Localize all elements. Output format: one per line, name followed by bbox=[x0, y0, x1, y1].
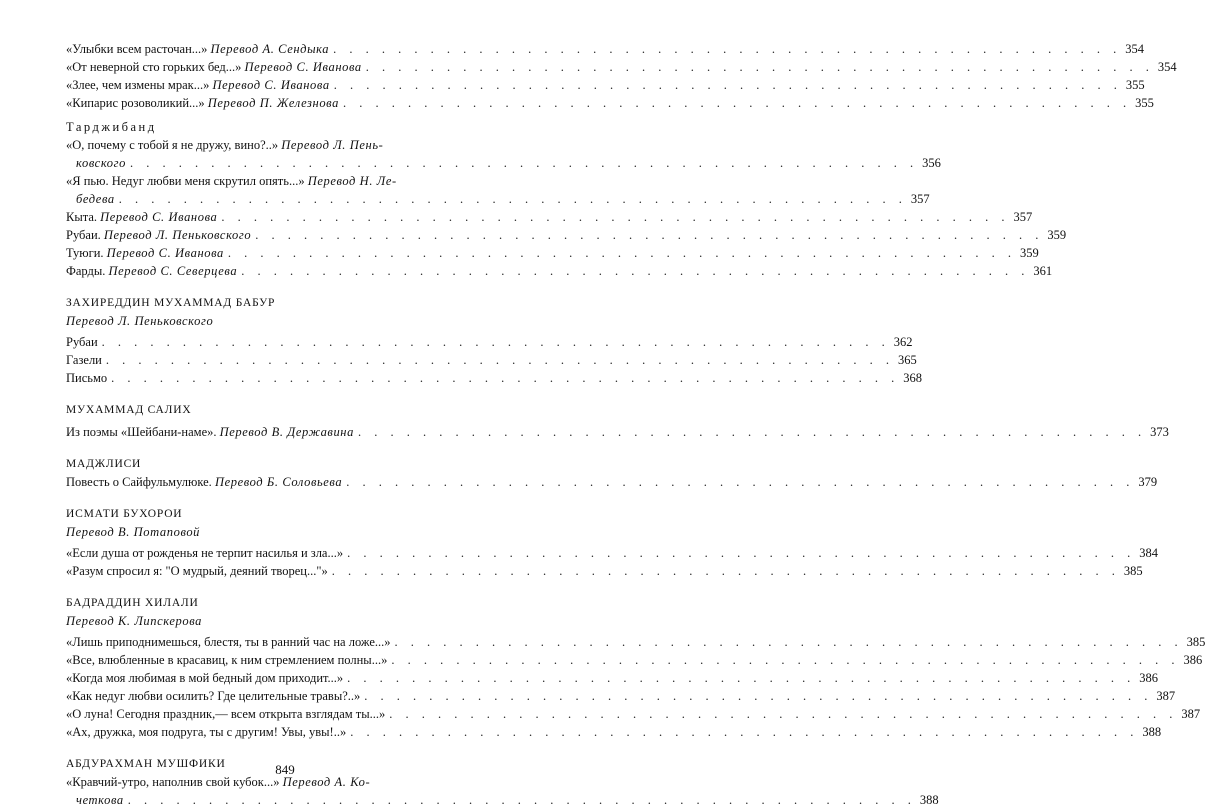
author-translator: Перевод В. Потаповой bbox=[66, 525, 201, 539]
dot-leader: . . . . . . . . . . . . . . . . . . . . . . . . . . . . . . . . . . . . . . . . . . . . . . . . . bbox=[255, 228, 1044, 242]
entry-text: Рубаи. bbox=[66, 228, 101, 242]
toc-entry bbox=[66, 473, 1158, 491]
entry-page: 384 bbox=[1139, 546, 1158, 560]
dot-leader: . . . . . . . . . . . . . . . . . . . . . . . . . . . . . . . . . . . . . . . . . . . . . . . . . bbox=[391, 653, 1180, 667]
entry-text: Рубаи bbox=[66, 335, 98, 349]
entry-translator: Перевод П. Железнова bbox=[207, 96, 339, 110]
toc-page bbox=[66, 40, 1205, 809]
entry-text: Повесть о Сайфульмулюке. bbox=[66, 475, 212, 489]
dot-leader: . . . . . . . . . . . . . . . . . . . . . . . . . . . . . . . . . . . . . . . . . . . . . . . . . bbox=[346, 475, 1135, 489]
entry-page: 359 bbox=[1047, 228, 1067, 242]
entry-title bbox=[66, 351, 102, 369]
toc-entry bbox=[66, 76, 1145, 94]
entry-text: «Когда моя любимая в мой бедный дом приходит...» bbox=[66, 671, 344, 685]
entry-page: 359 bbox=[1020, 246, 1039, 260]
entry-title bbox=[66, 473, 342, 491]
entry-page: 356 bbox=[922, 156, 941, 170]
toc-entry bbox=[66, 705, 1201, 723]
dot-leader: . . . . . . . . . . . . . . . . . . . . . . . . . . . . . . . . . . . . . . . . . . . . . . . . . bbox=[241, 264, 1030, 278]
entry-title bbox=[66, 562, 328, 580]
entry-text: «От неверной сто горьких бед...» bbox=[66, 60, 242, 74]
page-number: 849 bbox=[275, 762, 295, 777]
dot-leader: . . . . . . . . . . . . . . . . . . . . . . . . . . . . . . . . . . . . . . . . . . . . . . . . . bbox=[347, 671, 1136, 685]
toc-entry bbox=[66, 58, 1177, 76]
entry-title bbox=[66, 544, 343, 562]
entry-text: Газели bbox=[66, 353, 102, 367]
entry-translator-cont: четкова bbox=[76, 793, 124, 807]
author-translator: Перевод Л. Пеньковского bbox=[66, 314, 214, 328]
toc-entry bbox=[66, 333, 913, 351]
entry-page: 387 bbox=[1181, 707, 1201, 721]
entry-continuation bbox=[66, 190, 930, 208]
entry-page: 357 bbox=[910, 192, 930, 206]
author-heading: АБДУРАХМАН МУШФИКИ bbox=[66, 758, 226, 770]
entry-text: «Я пью. Недуг любви меня скрутил опять...» bbox=[66, 174, 305, 188]
entry-title bbox=[66, 94, 339, 112]
dot-leader: . . . . . . . . . . . . . . . . . . . . . . . . . . . . . . . . . . . . . . . . . . . . . . . . . bbox=[127, 793, 916, 807]
toc-entry bbox=[66, 244, 1039, 262]
entry-page: 379 bbox=[1138, 475, 1158, 489]
toc-entry bbox=[66, 669, 1159, 687]
entry-text: «Разум спросил я: "О мудрый, деяний творец..."» bbox=[66, 564, 328, 578]
dot-leader: . . . . . . . . . . . . . . . . . . . . . . . . . . . . . . . . . . . . . . . . . . . . . . . . . bbox=[364, 689, 1153, 703]
author-translator: Перевод К. Липскерова bbox=[66, 614, 203, 628]
toc-entry bbox=[66, 172, 930, 208]
entry-page: 388 bbox=[1142, 725, 1162, 739]
entry-page: 354 bbox=[1125, 42, 1145, 56]
entry-translator: Перевод Л. Пень- bbox=[281, 138, 384, 152]
toc-entry bbox=[66, 369, 923, 387]
entry-title bbox=[66, 633, 391, 651]
dot-leader: . . . . . . . . . . . . . . . . . . . . . . . . . . . . . . . . . . . . . . . . . . . . . . . . . bbox=[357, 425, 1147, 439]
entry-page: 387 bbox=[1156, 689, 1176, 703]
dot-leader: . . . . . . . . . . . . . . . . . . . . . . . . . . . . . . . . . . . . . . . . . . . . . . . . . bbox=[333, 42, 1122, 56]
entry-page: 368 bbox=[903, 371, 923, 385]
entry-translator: Перевод С. Иванова bbox=[106, 246, 224, 260]
entry-page: 355 bbox=[1135, 96, 1154, 110]
toc-entry bbox=[66, 723, 1162, 741]
entry-page: 385 bbox=[1123, 564, 1143, 578]
dot-leader: . . . . . . . . . . . . . . . . . . . . . . . . . . . . . . . . . . . . . . . . . . . . . . . . . bbox=[111, 371, 900, 385]
entry-translator: Перевод А. Ко- bbox=[282, 775, 371, 789]
entry-title bbox=[66, 423, 354, 441]
author-heading: БАДРАДДИН ХИЛАЛИ bbox=[66, 597, 199, 609]
toc-entry bbox=[66, 773, 939, 809]
dot-leader: . . . . . . . . . . . . . . . . . . . . . . . . . . . . . . . . . . . . . . . . . . . . . . . . . bbox=[101, 335, 890, 349]
entry-text: «Лишь приподнимешься, блестя, ты в ранний час на ложе...» bbox=[66, 635, 391, 649]
dot-leader: . . . . . . . . . . . . . . . . . . . . . . . . . . . . . . . . . . . . . . . . . . . . . . . . . bbox=[333, 78, 1122, 92]
entry-title bbox=[66, 58, 362, 76]
entry-text: «Ах, дружка, моя подруга, ты с другим! Увы, увы!..» bbox=[66, 725, 347, 739]
entry-title bbox=[66, 369, 107, 387]
toc-entry bbox=[66, 94, 1154, 112]
entry-title bbox=[66, 226, 251, 244]
entry-page: 357 bbox=[1013, 210, 1033, 224]
entry-translator: Перевод Л. Пеньковского bbox=[103, 228, 252, 242]
dot-leader: . . . . . . . . . . . . . . . . . . . . . . . . . . . . . . . . . . . . . . . . . . . . . . . . . bbox=[221, 210, 1010, 224]
entry-translator: Перевод А. Сендыка bbox=[210, 42, 330, 56]
entry-text: «О луна! Сегодня праздник,— всем открыта взглядам ты...» bbox=[66, 707, 386, 721]
entry-page: 388 bbox=[919, 793, 939, 807]
entry-text: Фарды. bbox=[66, 264, 106, 278]
entry-page: 355 bbox=[1125, 78, 1145, 92]
entry-translator: Перевод С. Иванова bbox=[212, 78, 330, 92]
author-heading: ИСМАТИ БУХОРОИ bbox=[66, 508, 183, 520]
author-heading: ЗАХИРЕДДИН МУХАММАД БАБУР bbox=[66, 297, 276, 309]
entry-translator: Перевод Б. Соловьева bbox=[214, 475, 343, 489]
entry-page: 365 bbox=[898, 353, 917, 367]
entry-text: «О, почему с тобой я не дружу, вино?..» bbox=[66, 138, 279, 152]
entry-text: «Как недуг любви осилить? Где целительные травы?..» bbox=[66, 689, 361, 703]
entry-title bbox=[66, 333, 98, 351]
author-heading: МАДЖЛИСИ bbox=[66, 458, 142, 470]
dot-leader: . . . . . . . . . . . . . . . . . . . . . . . . . . . . . . . . . . . . . . . . . . . . . . . . . bbox=[350, 725, 1139, 739]
entry-page: 373 bbox=[1150, 425, 1169, 439]
entry-title bbox=[66, 687, 360, 705]
entry-text: Письмо bbox=[66, 371, 108, 385]
entry-title bbox=[66, 705, 385, 723]
entry-text: «Если душа от рожденья не терпит насилья и зла...» bbox=[66, 546, 344, 560]
toc-entry bbox=[66, 136, 941, 172]
entry-continuation bbox=[66, 791, 939, 809]
entry-translator: Перевод В. Державина bbox=[219, 425, 354, 439]
entry-page: 361 bbox=[1033, 264, 1053, 278]
toc-entry bbox=[66, 651, 1203, 669]
entry-title bbox=[66, 208, 217, 226]
entry-title bbox=[66, 172, 504, 190]
entry-title bbox=[66, 262, 237, 280]
toc-entry bbox=[66, 351, 917, 369]
toc-entry bbox=[66, 562, 1143, 580]
entry-title bbox=[66, 40, 329, 58]
entry-translator: Перевод С. Северцева bbox=[108, 264, 238, 278]
entry-page: 385 bbox=[1186, 635, 1205, 649]
toc-entry bbox=[66, 633, 1205, 651]
dot-leader: . . . . . . . . . . . . . . . . . . . . . . . . . . . . . . . . . . . . . . . . . . . . . . . . . bbox=[331, 564, 1120, 578]
dot-leader: . . . . . . . . . . . . . . . . . . . . . . . . . . . . . . . . . . . . . . . . . . . . . . . . . bbox=[342, 96, 1132, 110]
entry-text: Из поэмы «Шейбани-наме». bbox=[66, 425, 217, 439]
entry-translator: Перевод С. Иванова bbox=[244, 60, 362, 74]
entry-text: «Злее, чем измены мрак...» bbox=[66, 78, 210, 92]
section-heading: Тарджибанд bbox=[66, 120, 157, 134]
dot-leader: . . . . . . . . . . . . . . . . . . . . . . . . . . . . . . . . . . . . . . . . . . . . . . . . . bbox=[105, 353, 895, 367]
entry-title bbox=[66, 669, 343, 687]
entry-title bbox=[66, 76, 330, 94]
toc-entry bbox=[66, 208, 1033, 226]
toc-entry bbox=[66, 40, 1145, 58]
entry-page: 386 bbox=[1183, 653, 1203, 667]
toc-entry bbox=[66, 423, 1169, 441]
entry-text: «Кравчий-утро, наполнив свой кубок...» bbox=[66, 775, 280, 789]
toc-entry bbox=[66, 262, 1053, 280]
toc-entry bbox=[66, 544, 1158, 562]
entry-page: 354 bbox=[1157, 60, 1177, 74]
dot-leader: . . . . . . . . . . . . . . . . . . . . . . . . . . . . . . . . . . . . . . . . . . . . . . . . . bbox=[389, 707, 1178, 721]
toc-entry bbox=[66, 226, 1067, 244]
entry-text: Кыта. bbox=[66, 210, 98, 224]
entry-title bbox=[66, 723, 346, 741]
dot-leader: . . . . . . . . . . . . . . . . . . . . . . . . . . . . . . . . . . . . . . . . . . . . . . . . . bbox=[227, 246, 1017, 260]
entry-translator: Перевод С. Иванова bbox=[100, 210, 218, 224]
entry-title bbox=[66, 244, 224, 262]
toc-entry bbox=[66, 687, 1176, 705]
entry-text: «Кипарис розоволикий...» bbox=[66, 96, 205, 110]
dot-leader: . . . . . . . . . . . . . . . . . . . . . . . . . . . . . . . . . . . . . . . . . . . . . . . . . bbox=[394, 635, 1183, 649]
entry-translator: Перевод Н. Ле- bbox=[307, 174, 397, 188]
entry-text: «Все, влюбленные в красавиц, к ним стремлением полны...» bbox=[66, 653, 388, 667]
entry-title bbox=[66, 136, 504, 154]
entry-text: «Улыбки всем расточан...» bbox=[66, 42, 208, 56]
dot-leader: . . . . . . . . . . . . . . . . . . . . . . . . . . . . . . . . . . . . . . . . . . . . . . . . . bbox=[365, 60, 1154, 74]
entry-translator-cont: бедева bbox=[76, 192, 115, 206]
entry-page: 362 bbox=[893, 335, 913, 349]
dot-leader: . . . . . . . . . . . . . . . . . . . . . . . . . . . . . . . . . . . . . . . . . . . . . . . . . bbox=[129, 156, 919, 170]
author-heading: МУХАММАД САЛИХ bbox=[66, 404, 192, 416]
entry-page: 386 bbox=[1139, 671, 1159, 685]
dot-leader: . . . . . . . . . . . . . . . . . . . . . . . . . . . . . . . . . . . . . . . . . . . . . . . . . bbox=[118, 192, 907, 206]
entry-title bbox=[66, 651, 387, 669]
entry-continuation bbox=[66, 154, 941, 172]
entry-translator-cont: ковского bbox=[76, 156, 126, 170]
entry-text: Туюги. bbox=[66, 246, 104, 260]
dot-leader: . . . . . . . . . . . . . . . . . . . . . . . . . . . . . . . . . . . . . . . . . . . . . . . . . bbox=[347, 546, 1136, 560]
